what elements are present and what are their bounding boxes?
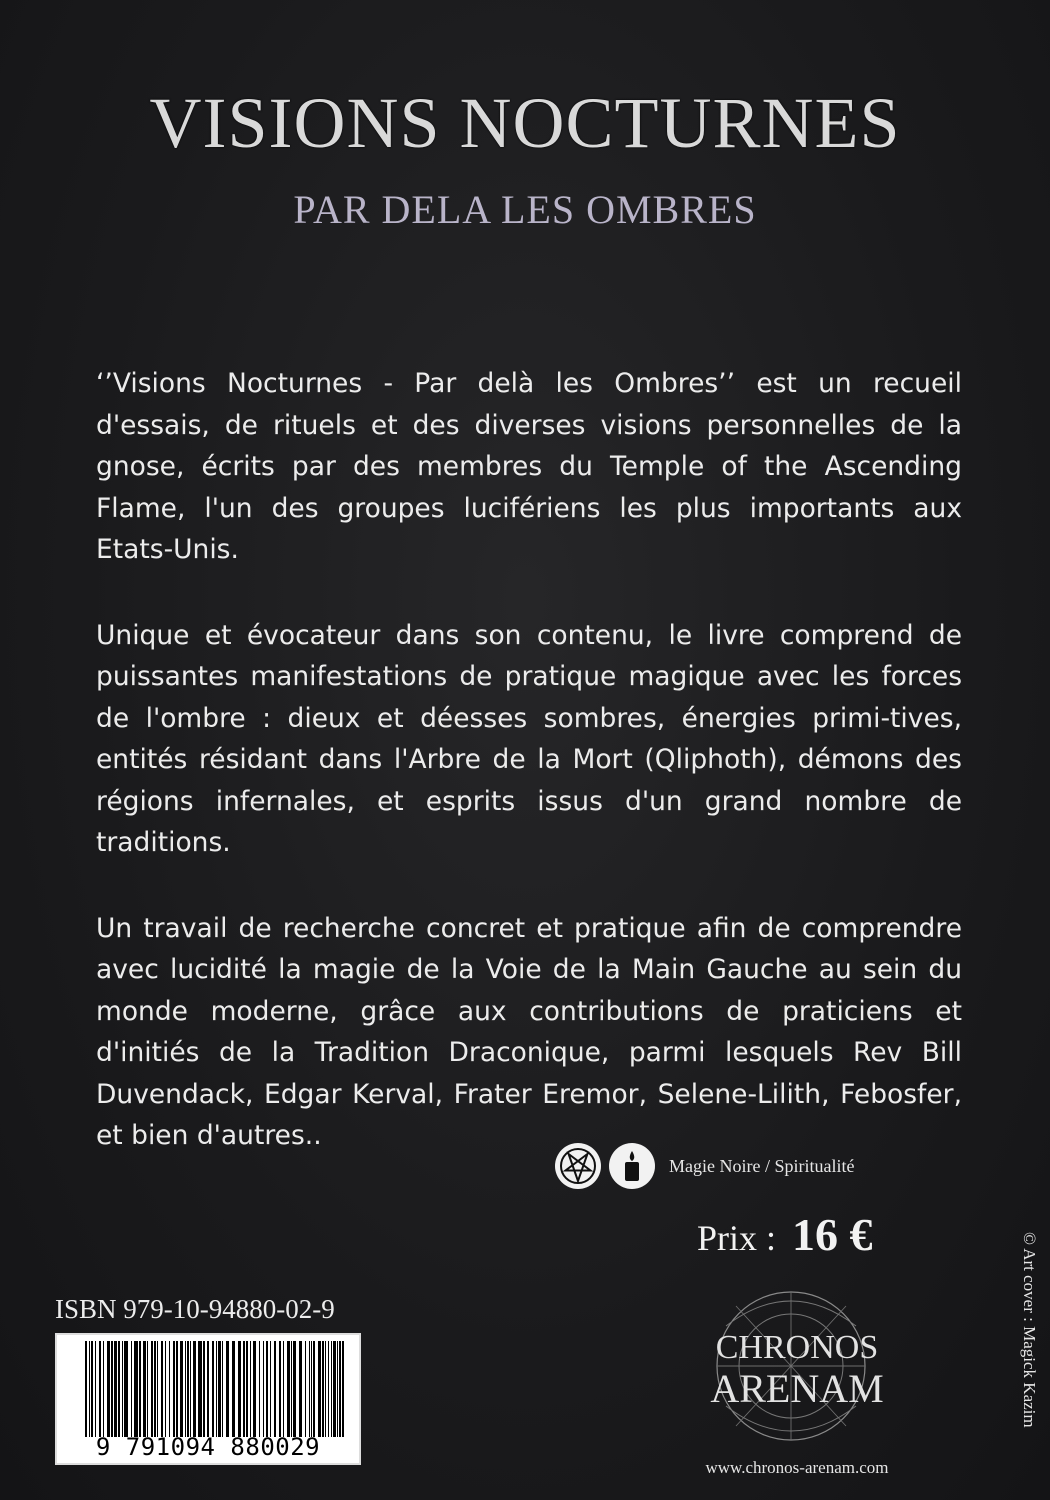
- book-title: VISIONS NOCTURNES: [149, 83, 901, 163]
- barcode-bar: [212, 1341, 214, 1437]
- barcode-bar: [259, 1341, 260, 1437]
- barcode-bar: [134, 1341, 138, 1437]
- barcode-bar: [151, 1341, 153, 1437]
- publisher-emblem: [676, 1286, 918, 1446]
- barcode-bar: [154, 1341, 156, 1437]
- barcode-bar: [107, 1341, 110, 1437]
- barcode-bar: [218, 1341, 221, 1437]
- barcode-bar: [89, 1341, 90, 1437]
- barcode-bar: [131, 1341, 132, 1437]
- barcode-bar: [253, 1341, 256, 1437]
- barcode-bar: [339, 1341, 341, 1437]
- barcode-bar: [207, 1341, 209, 1437]
- barcode-bar: [198, 1341, 202, 1437]
- barcode-bar: [161, 1341, 163, 1437]
- barcode-bar: [91, 1341, 93, 1437]
- barcode-bar: [293, 1341, 296, 1437]
- barcode-bar: [187, 1341, 189, 1437]
- barcode-bar: [238, 1341, 241, 1437]
- barcode-bar: [114, 1341, 117, 1437]
- barcode-bar: [118, 1341, 120, 1437]
- barcode-bar: [270, 1341, 271, 1437]
- candle-icon: [609, 1143, 655, 1189]
- barcode-bar: [232, 1341, 235, 1437]
- back-cover-blurb: [96, 363, 962, 1201]
- barcode-bar: [342, 1341, 344, 1437]
- barcode-bar: [250, 1341, 251, 1437]
- barcode-digits: 9 791094 880029: [95, 1433, 321, 1461]
- blurb-paragraph: ‘’Visions Nocturnes - Par delà les Ombres’’ est un recueil d'essais, de rituels et des diverses visions personnelles de la gnose, écrits par des membres du Temple of the Ascending Flame, l'un des groupes lucifériens les plus importants aux Etats-Unis.: [96, 368, 962, 565]
- publisher-website: www.chronos-arenam.com: [705, 1458, 889, 1477]
- barcode-bar: [311, 1341, 312, 1437]
- art-credit: © Art cover : Magick Kazim: [1020, 1232, 1039, 1428]
- isbn-number: ISBN 979-10-94880-02-9: [55, 1294, 335, 1324]
- barcode: [55, 1333, 361, 1465]
- barcode-bar: [274, 1341, 276, 1437]
- barcode-bar: [139, 1341, 141, 1437]
- barcode-bar: [180, 1341, 183, 1437]
- barcode-bar: [173, 1341, 175, 1437]
- barcode-bar: [143, 1341, 146, 1437]
- barcode-bar: [243, 1341, 245, 1437]
- barcode-bar: [103, 1341, 104, 1437]
- barcode-bars: [57, 1341, 359, 1441]
- barcode-bar: [328, 1341, 329, 1437]
- barcode-bar: [291, 1341, 292, 1437]
- barcode-bar: [99, 1341, 101, 1437]
- publisher-name-line1: CHRONOS: [715, 1329, 879, 1366]
- barcode-bar: [124, 1341, 128, 1437]
- genre-category: [555, 1143, 854, 1189]
- barcode-bar: [287, 1341, 290, 1437]
- barcode-bar: [309, 1341, 310, 1437]
- barcode-bar: [111, 1341, 113, 1437]
- price-value: 16 €: [792, 1209, 873, 1260]
- barcode-bar: [331, 1341, 332, 1437]
- barcode-bar: [266, 1341, 268, 1437]
- barcode-bar: [185, 1341, 186, 1437]
- barcode-bar: [325, 1341, 326, 1437]
- barcode-bar: [169, 1341, 170, 1437]
- genre-label: Magie Noire / Spiritualité: [669, 1155, 855, 1176]
- price-label: Prix :: [697, 1218, 777, 1258]
- barcode-bar: [147, 1341, 148, 1437]
- pentagram-icon: [555, 1143, 601, 1189]
- barcode-bar: [122, 1341, 123, 1437]
- barcode-bar: [165, 1341, 166, 1437]
- book-subtitle: PAR DELA LES OMBRES: [293, 187, 757, 232]
- barcode-bar: [157, 1341, 158, 1437]
- blurb-paragraph: Unique et évocateur dans son contenu, le livre comprend de puissantes manifestations de pratique magique avec les forces de l'ombre : dieux et déesses sombres, énergies primi-tives, entités résidant dans l'Arbre de la Mort (Qliphoth), démons des régions infernales, et esprits issus d'un grand nombre de traditions.: [96, 619, 962, 858]
- barcode-bar: [283, 1341, 284, 1437]
- barcode-bar: [203, 1341, 205, 1437]
- barcode-bar: [176, 1341, 178, 1437]
- barcode-bar: [313, 1341, 315, 1437]
- publisher-name-line2: ARENAM: [710, 1366, 884, 1411]
- barcode-bar: [226, 1341, 229, 1437]
- barcode-bar: [95, 1341, 96, 1437]
- barcode-bar: [190, 1341, 191, 1437]
- barcode-bar: [305, 1341, 306, 1437]
- barcode-bar: [337, 1341, 338, 1437]
- barcode-bar: [322, 1341, 324, 1437]
- barcode-bar: [85, 1341, 87, 1437]
- barcode-bar: [318, 1341, 321, 1437]
- barcode-bar: [333, 1341, 336, 1437]
- price: [697, 1208, 873, 1261]
- barcode-bar: [263, 1341, 264, 1437]
- blurb-paragraph: Un travail de recherche concret et pratique afin de comprendre avec lucidité la magie de la Voie de la Main Gauche au sein du monde moderne, grâce aux contributions de praticiens et d'initiés de la Tradition Draconique, parmi lesquels Rev Bill Duvendack, Edgar Kerval, Frater Eremor, Selene-Lilith, Febosfer, et bien d'autres..: [96, 912, 962, 1151]
- barcode-bar: [216, 1341, 217, 1437]
- barcode-bar: [299, 1341, 302, 1437]
- barcode-bar: [222, 1341, 223, 1437]
- barcode-bar: [246, 1341, 248, 1437]
- publisher-logo: [676, 1286, 918, 1446]
- barcode-bar: [193, 1341, 196, 1437]
- barcode-bar: [279, 1341, 281, 1437]
